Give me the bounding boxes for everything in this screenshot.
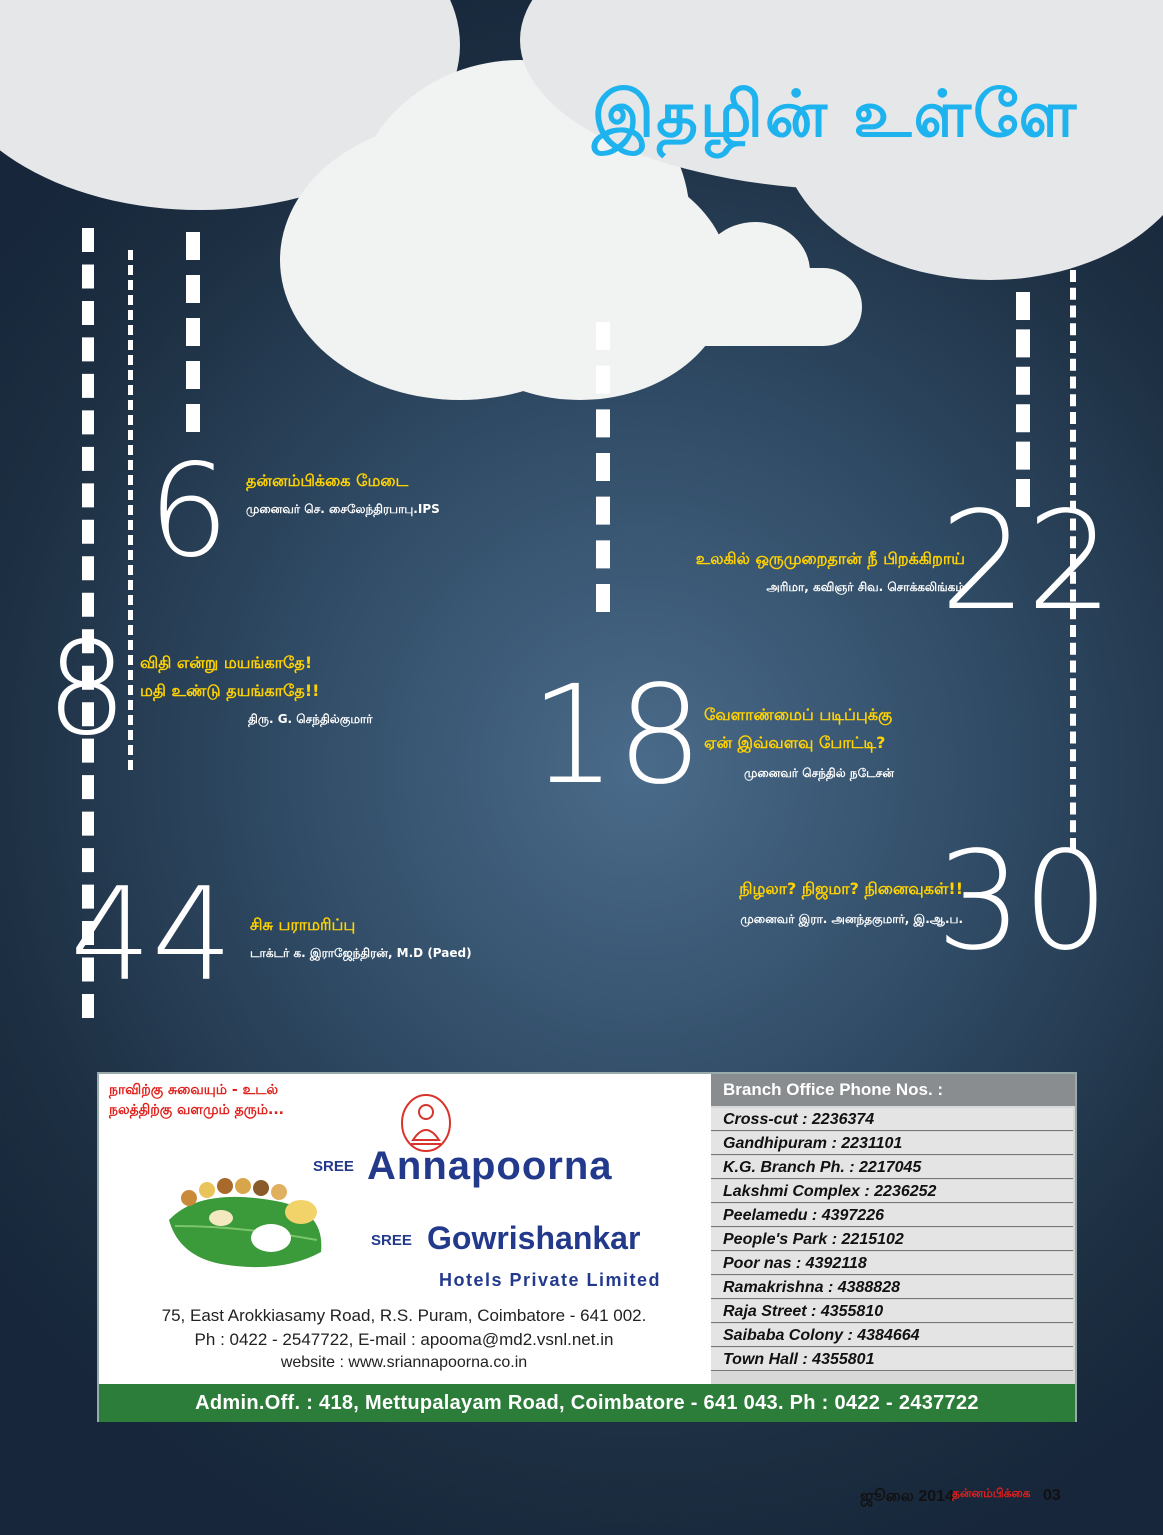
page-number: 22 xyxy=(940,483,1114,641)
article-title: உலகில் ஒருமுறைதான் நீ பிறக்கிறாய் xyxy=(695,549,965,568)
branch-row: Peelamedu : 4397226 xyxy=(711,1204,1073,1227)
page-title: இதழின் உள்ளே xyxy=(592,78,1079,152)
branch-row: Saibaba Colony : 4384664 xyxy=(711,1324,1073,1347)
ad-brand-annapoorna: Annapoorna xyxy=(367,1144,613,1188)
rain-drops xyxy=(1016,292,1030,507)
ad-tagline xyxy=(109,1080,284,1120)
rain-drops xyxy=(596,322,610,612)
branch-row: People's Park : 2215102 xyxy=(711,1228,1073,1251)
ad-sree-label: SREE xyxy=(371,1232,412,1249)
article-title-line2: மதி உண்டு தயங்காதே!! xyxy=(140,681,320,700)
ad-address: 75, East Arokkiasamy Road, R.S. Puram, Coimbatore - 641 002. xyxy=(161,1306,647,1325)
article-title-line1: வேளாண்மைப் படிப்புக்கு xyxy=(704,705,893,724)
rain-drops xyxy=(186,232,200,432)
ad-tagline-line1: நாவிற்கு சுவையும் - உடல் xyxy=(109,1082,279,1098)
banana-leaf-meal-icon xyxy=(161,1156,331,1276)
article-title-line1: விதி என்று மயங்காதே! xyxy=(140,653,313,672)
page-number: 18 xyxy=(530,657,704,815)
branch-row: K.G. Branch Ph. : 2217045 xyxy=(711,1156,1073,1179)
article-title-line2: ஏன் இவ்வளவு போட்டி? xyxy=(704,733,886,752)
footer-page-number: 03 xyxy=(1043,1487,1061,1504)
article-author: முனைவர் இரா. அனந்தகுமார், இ.ஆ.ப. xyxy=(740,912,963,926)
ad-sree-label: SREE xyxy=(313,1158,354,1175)
page-number: 6 xyxy=(148,437,230,586)
ad-website: website : www.sriannapoorna.co.in xyxy=(280,1354,528,1371)
article-author: டாக்டர் க. இராஜேந்திரன், M.D (Paed) xyxy=(250,946,472,960)
article-title: தன்னம்பிக்கை மேடை xyxy=(246,471,409,490)
ad-company-name: Hotels Private Limited xyxy=(439,1270,662,1290)
article-title: நிழலா? நிஜமா? நினைவுகள்!! xyxy=(739,879,963,898)
page-number: 44 xyxy=(70,861,233,1010)
page-number: 30 xyxy=(936,823,1110,981)
ad-tagline-line2: நலத்திற்கு வளமும் தரும்... xyxy=(109,1102,284,1118)
branch-row: Raja Street : 4355810 xyxy=(711,1300,1073,1323)
branch-row: Cross-cut : 2236374 xyxy=(711,1108,1073,1131)
page-number: 8 xyxy=(46,615,128,764)
footer-magazine-name: தன்னம்பிக்கை xyxy=(952,1486,1031,1500)
article-title: சிசு பராமரிப்பு xyxy=(250,915,356,934)
article-author: அரிமா, கவிஞர் சிவ. சொக்கலிங்கம் xyxy=(766,580,965,594)
branch-row: Poor nas : 4392118 xyxy=(711,1252,1073,1275)
article-author: முனைவர் செந்தில் நடேசன் xyxy=(744,766,894,780)
footer-month: ஜூலை 2014 xyxy=(860,1488,954,1505)
article-author: திரு. G. செந்தில்குமார் xyxy=(248,712,373,726)
ad-brand-panel xyxy=(99,1074,709,1384)
ad-admin-office: Admin.Off. : 418, Mettupalayam Road, Coimbatore - 641 043. Ph : 0422 - 2437722 xyxy=(99,1384,1075,1422)
branch-row: Ramakrishna : 4388828 xyxy=(711,1276,1073,1299)
branch-row: Town Hall : 4355801 xyxy=(711,1348,1073,1371)
branch-phone-table xyxy=(711,1074,1075,1384)
branch-row: Lakshmi Complex : 2236252 xyxy=(711,1180,1073,1203)
branch-table-title: Branch Office Phone Nos. : xyxy=(711,1074,1075,1106)
branch-row: Gandhipuram : 2231101 xyxy=(711,1132,1073,1155)
ad-brand-gowrishankar: Gowrishankar xyxy=(427,1220,641,1256)
article-author: முனைவர் செ. சைலேந்திரபாபு.IPS xyxy=(246,502,440,516)
ad-phone-email: Ph : 0422 - 2547722, E-mail : apooma@md2.vsnl.net.in xyxy=(194,1330,614,1349)
advertisement xyxy=(97,1072,1077,1422)
rain-drops xyxy=(128,250,133,770)
